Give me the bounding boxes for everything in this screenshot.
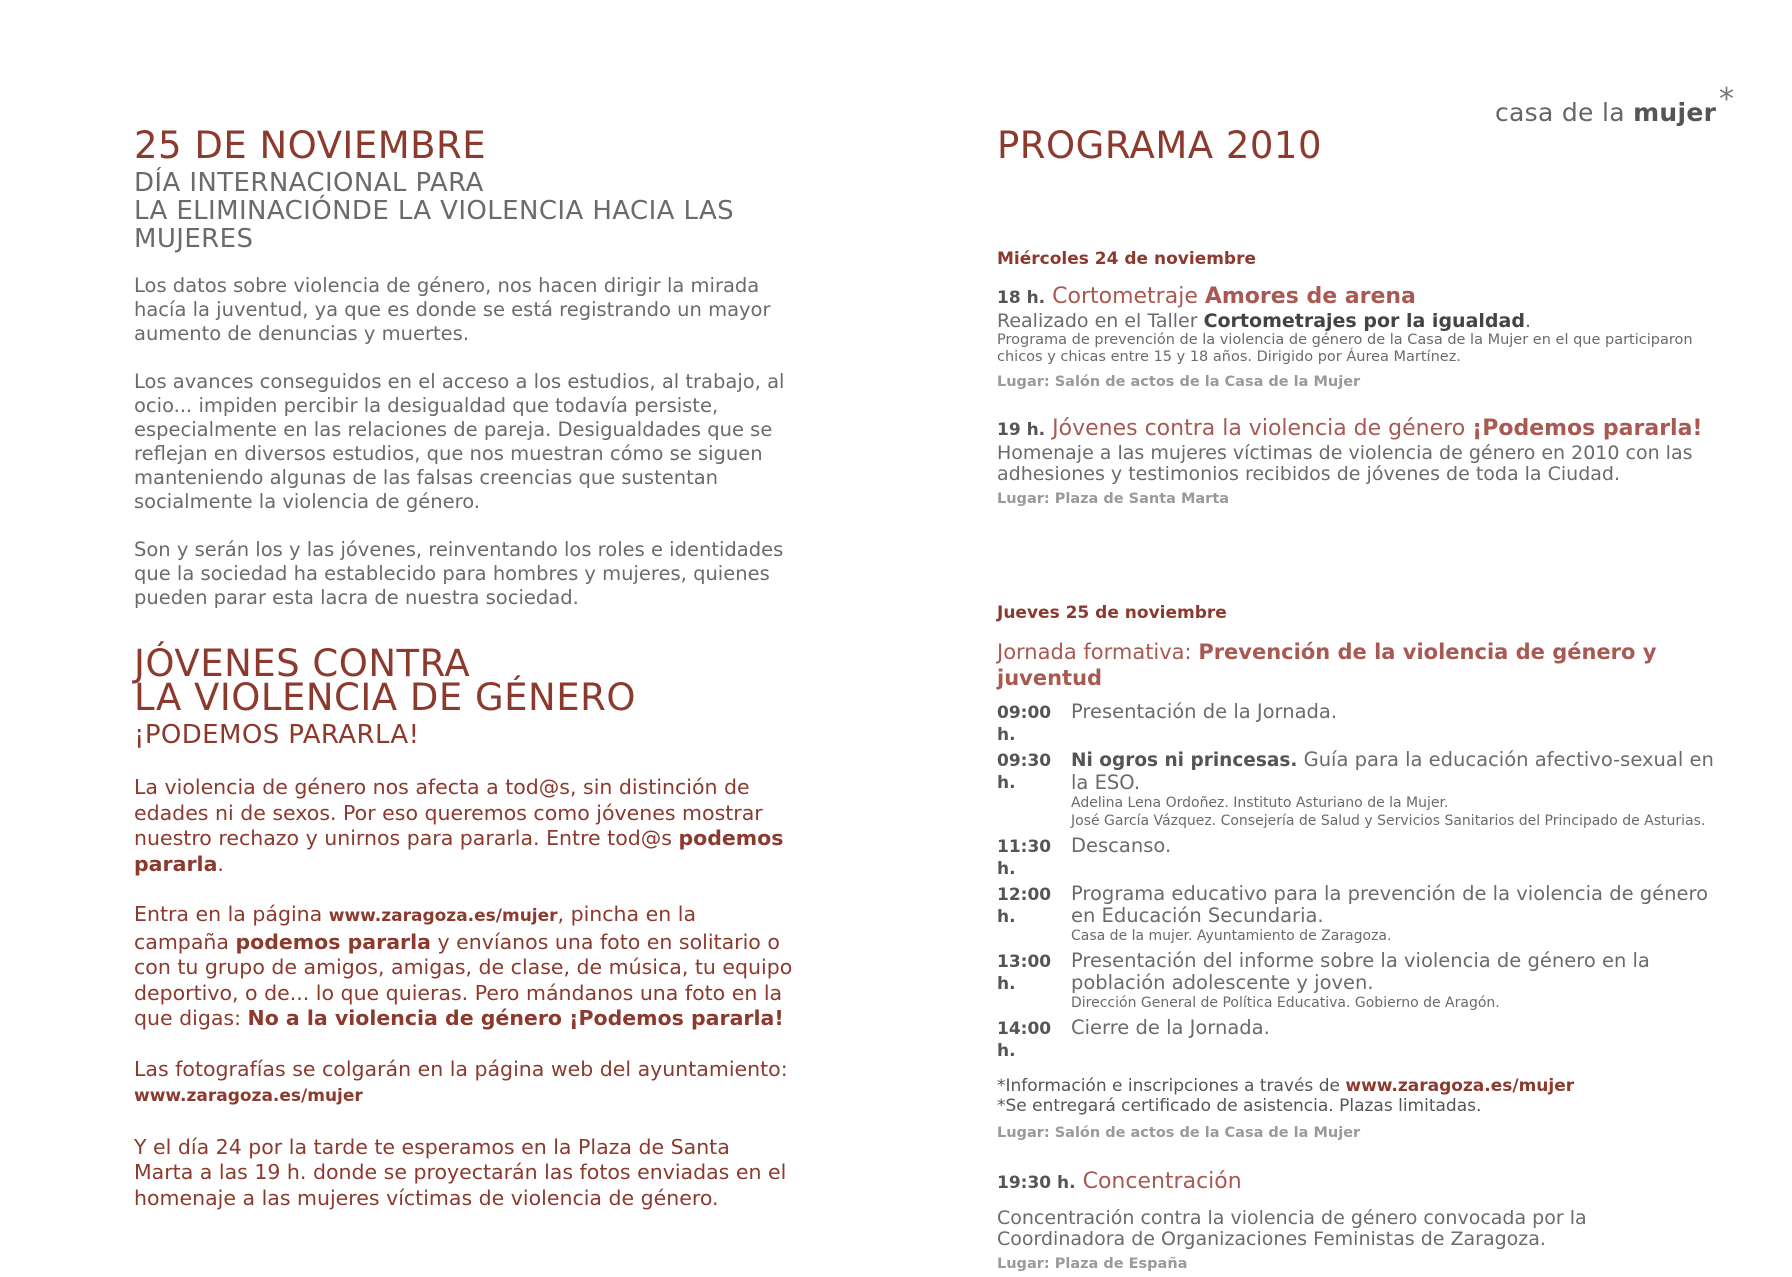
section-jovenes: [134, 642, 794, 1236]
schedule: [997, 701, 1717, 1062]
info-line-1: *Información e inscripciones a través de www.zaragoza.es/mujer: [997, 1076, 1575, 1096]
event-2-location: Lugar: Plaza de Santa Marta: [997, 491, 1230, 507]
event-3-location: Lugar: Plaza de España: [997, 1256, 1188, 1272]
info-line-2: *Se entregará certificado de asistencia. Plazas limitadas.: [997, 1096, 1482, 1116]
section2-title-line2: LA VIOLENCIA DE GÉNERO: [134, 676, 636, 719]
schedule-row: 14:00 h. Cierre de la Jornada.: [997, 1016, 1270, 1061]
event-1-location: Lugar: Salón de actos de la Casa de la Mujer: [997, 374, 1361, 390]
programa: [997, 124, 1717, 167]
brand-prefix: casa de la: [1495, 98, 1634, 127]
day2-block: [997, 603, 1717, 1272]
day2-label: Jueves 25 de noviembre: [997, 603, 1227, 623]
section2-title-line1: JÓVENES CONTRA: [134, 642, 471, 685]
section1-subtitle-line1: DÍA INTERNACIONAL PARA: [134, 168, 484, 198]
event-1: 18 h. Cortometraje Amores de arena Realizado en el Taller Cortometrajes por la igualdad. Programa de prevención de la violencia de género de la Casa de la Mujer en el que participaron chicos y chicas entre 15 y 18 años. Dirigido por Áurea Martínez. Lugar: Salón de actos de la Casa de la Mujer: [997, 284, 1717, 390]
day2-location: Lugar: Salón de actos de la Casa de la Mujer: [997, 1125, 1361, 1141]
zaragoza-link[interactable]: www.zaragoza.es/mujer: [328, 906, 558, 926]
zaragoza-link[interactable]: www.zaragoza.es/mujer: [1345, 1076, 1575, 1096]
event-3: 19:30 h. Concentración Concentración contra la violencia de género convocada por la Coordinadora de Organizaciones Feministas de Zaragoza. Lugar: Plaza de España: [997, 1169, 1717, 1272]
jornada-title: Jornada formativa: Prevención de la violencia de género y juventud: [997, 640, 1657, 690]
schedule-row: 09:30 h. Ni ogros ni princesas. Guía para la educación afectivo-sexual en la ESO. Adelina Lena Ordoñez. Instituto Asturiano de la Mujer. José García Vázquez. Consejería de Salud y Servicios Sanitarios del Principado de Asturias.: [997, 748, 1714, 829]
event-3-description: Concentración contra la violencia de género convocada por la Coordinadora de Organizaciones Feministas de Zaragoza.: [997, 1207, 1587, 1250]
day1-block: [997, 249, 1717, 507]
section2-paragraph-4: Y el día 24 por la tarde te esperamos en la Plaza de Santa Marta a las 19 h. donde se proyectarán las fotos enviadas en el homenaje a las mujeres víctimas de violencia de género.: [134, 1134, 787, 1210]
event-1-description: Programa de prevención de la violencia de género de la Casa de la Mujer en el que participaron chicos y chicas entre 15 y 18 años. Dirigido por Áurea Martínez.: [997, 332, 1693, 365]
event-2-description: Homenaje a las mujeres víctimas de violencia de género en 2010 con las adhesiones y testimonios recibidos de jóvenes de toda la Ciudad.: [997, 442, 1693, 485]
schedule-row: 12:00 h. Programa educativo para la prevención de la violencia de género en Educación Secundaria. Casa de la mujer. Ayuntamiento de Zaragoza.: [997, 882, 1709, 944]
section2-subtitle: ¡PODEMOS PARARLA!: [134, 720, 420, 750]
section1-title: 25 DE NOVIEMBRE: [134, 124, 487, 167]
day1-label: Miércoles 24 de noviembre: [997, 249, 1257, 269]
schedule-row: 13:00 h. Presentación del informe sobre la violencia de género en la población adolescente y joven. Dirección General de Política Educativa. Gobierno de Aragón.: [997, 949, 1650, 1011]
section1-paragraph-2: Los avances conseguidos en el acceso a los estudios, al trabajo, al ocio... impiden percibir la desigualdad que todavía persiste, especialmente en las relaciones de pareja. Desigualdades que se reflejan en diversos estudios, que nos muestran cómo se siguen manteniendo algunas de las falsas creencias que sustentan socialmente la violencia de género.: [134, 370, 785, 513]
schedule-row: 11:30 h. Descanso.: [997, 834, 1172, 879]
section-25-noviembre: [134, 124, 794, 634]
event-2: 19 h. Jóvenes contra la violencia de género ¡Podemos pararla! Homenaje a las mujeres víctimas de violencia de género en 2010 con las adhesiones y testimonios recibidos de jóvenes de toda la Ciudad. Lugar: Plaza de Santa Marta: [997, 416, 1717, 507]
section1-paragraph-1: Los datos sobre violencia de género, nos hacen dirigir la mirada hacía la juventud, ya que es donde se está registrando un mayor aumento de denuncias y muertes.: [134, 274, 771, 345]
section1-paragraph-3: Son y serán los y las jóvenes, reinventando los roles e identidades que la sociedad ha establecido para hombres y mujeres, quienes pueden parar esta lacra de nuestra sociedad.: [134, 538, 784, 609]
schedule-row: 09:00 h. Presentación de la Jornada.: [997, 700, 1338, 745]
asterisk-icon: *: [1718, 82, 1735, 117]
section2-paragraph-1: La violencia de género nos afecta a tod@s, sin distinción de edades ni de sexos. Por eso queremos como jóvenes mostrar nuestro rechazo y unirnos para pararla. Entre tod@s podemos pararla.: [134, 775, 784, 876]
brand-bold: mujer: [1633, 98, 1717, 127]
section2-paragraph-2: Entra en la página www.zaragoza.es/mujer, pincha en la campaña podemos pararla y envíanos una foto en solitario o con tu grupo de amigos, amigas, de clase, de música, tu equipo deportivo, o de... lo que quieras. Pero mándanos una foto en la que digas: No a la violencia de género ¡Podemos pararla!: [134, 902, 793, 1030]
section1-subtitle-line2: LA ELIMINACIÓNDE LA VIOLENCIA HACIA LAS MUJERES: [134, 196, 735, 254]
section2-paragraph-3: Las fotografías se colgarán en la página web del ayuntamiento: www.zaragoza.es/mujer: [134, 1056, 788, 1106]
brand-logo: [1495, 82, 1735, 127]
zaragoza-link[interactable]: www.zaragoza.es/mujer: [134, 1086, 363, 1106]
programa-title: PROGRAMA 2010: [997, 124, 1322, 167]
